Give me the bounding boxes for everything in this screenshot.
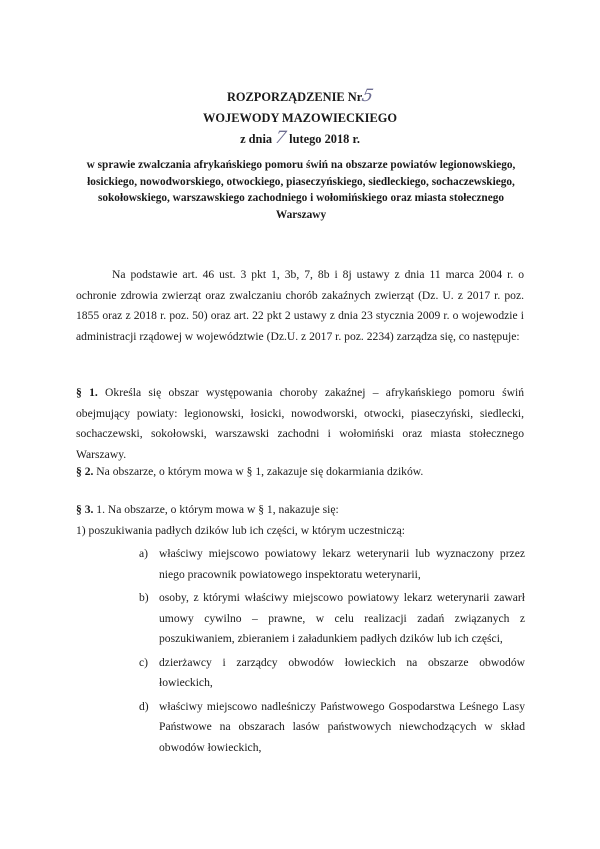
section-1-paragraph	[76, 383, 524, 465]
date-prefix: z dnia	[240, 132, 273, 146]
preamble-text: Na podstawie art. 46 ust. 3 pkt 1, 3b, 7, 8b i 8j ustawy z dnia 11 marca 2004 r. o ochronie zdrowia zwierząt oraz zwalczaniu chorób zakaźnych zwierząt (Dz. U. z 2017 r. poz. 1855 oraz z 2018 r. poz. 50) oraz art. 22 pkt 2 ustawy z dnia 23 stycznia 2009 r. o wojewodzie i administracji rządowej w województwie (Dz.U. z 2017 r. poz. 2234) zarządza się, co następuje:	[76, 268, 524, 343]
item-label: a)	[139, 547, 149, 560]
item-label: b)	[139, 591, 149, 604]
section-2-label: § 2.	[76, 465, 94, 478]
regulation-date	[0, 128, 600, 148]
item-text: właściwy miejscowo powiatowy lekarz weterynarii lub wyznaczony przez niego pracownik powiatowego inspektoratu weterynarii,	[159, 547, 525, 581]
handwritten-number: 5	[360, 86, 376, 106]
list-item	[139, 697, 525, 759]
item-label: c)	[139, 655, 149, 669]
item-text: właściwy miejscowo nadleśniczy Państwowego Gospodarstwa Leśnego Lasy Państwowe na obszarach lasów państwowych niewchodzących w skład obwodów łowieckich,	[159, 699, 525, 754]
item-text: dzierżawcy i zarządcy obwodów łowieckich na obszarze obwodów łowieckich,	[159, 655, 525, 689]
authority-title: WOJEWODY MAZOWIECKIEGO	[202, 111, 398, 125]
regulation-title	[0, 86, 600, 106]
section-1-text: Określa się obszar występowania choroby zakaźnej – afrykańskiego pomoru świń obejmujący powiaty: legionowski, łosicki, nowodworski, otwocki, piaseczyński, siedlecki, sochaczewski, sokołowski, warszawski zachodni i wołomiński oraz miasta stołecznego Warszawy.	[76, 386, 524, 461]
section-2-text: Na obszarze, o którym mowa w § 1, zakazuje się dokarmiania dzików.	[96, 465, 424, 478]
list-item	[139, 588, 525, 650]
preamble	[76, 265, 524, 347]
date-suffix: lutego 2018 r.	[289, 132, 360, 146]
title-prefix: ROZPORZĄDZENIE Nr	[226, 90, 363, 104]
section-3	[76, 500, 524, 541]
point-1-items	[139, 544, 525, 761]
section-2-paragraph	[76, 462, 524, 483]
list-item	[139, 544, 525, 585]
section-1-label: § 1.	[76, 386, 98, 399]
section-2	[76, 462, 524, 483]
regulation-subject: w sprawie zwalczania afrykańskiego pomoru świń na obszarze powiatów legionowskiego, łosickiego, nowodworskiego, otwockiego, piaseczyńskiego, siedleckiego, sochaczewskiego, sokołowskiego, warszawskiego zachodniego i wołomińskiego oraz miasta stołecznego Warszawy	[86, 159, 516, 221]
point-1: 1) poszukiwania padłych dzików lub ich części, w którym uczestniczą:	[76, 523, 406, 537]
item-label: d)	[139, 699, 149, 713]
section-3-text: 1. Na obszarze, o którym mowa w § 1, nakazuje się:	[96, 503, 339, 516]
handwritten-day: 7	[273, 128, 289, 148]
section-3-label: § 3.	[76, 503, 94, 516]
item-text: osoby, z którymi właściwy miejscowo powiatowy lekarz weterynarii zawarł umowy cywilno – prawne, w celu realizacji zadań związanych z poszukiwaniem, zbieraniem i załadunkiem padłych dzików lub ich części,	[159, 591, 525, 645]
section-1	[76, 383, 524, 465]
list-item	[139, 653, 525, 694]
section-3-intro	[76, 500, 524, 521]
